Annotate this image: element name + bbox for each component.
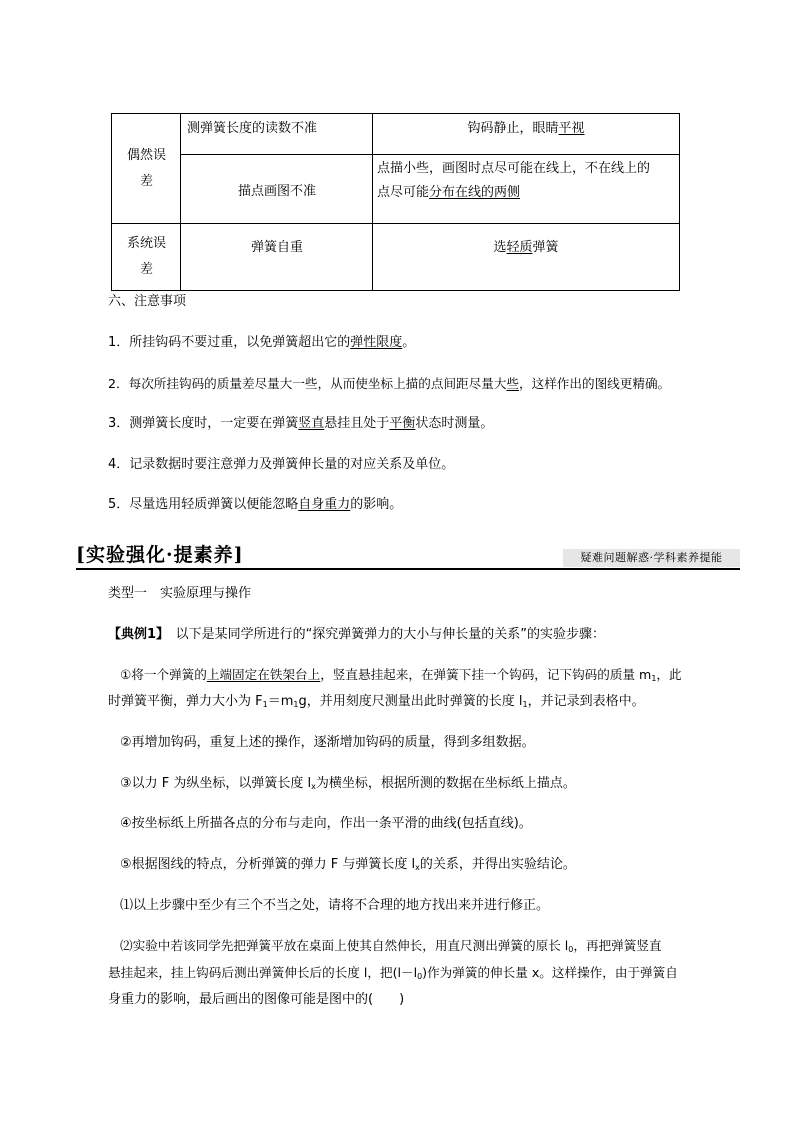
cause-cell xyxy=(180,154,373,224)
cause-text: 测弹簧长度的读数不准 xyxy=(187,121,318,136)
question-2-line-3: 身重力的影响，最后画出的图像可能是图中的( ) xyxy=(108,992,405,1007)
group-label-line: 偶然误 xyxy=(126,148,166,163)
fix-line: 点尽可能分布在线的两侧 xyxy=(377,185,521,200)
question-2-line-2: 悬挂起来，挂上钩码后测出弹簧伸长后的长度 l，把$(l-l_0)$作为弹簧的伸长量 x。这样操作，由于弹簧自 xyxy=(108,965,678,981)
fix-line: 点描小些，画图时点尽可能在线上，不在线上的 xyxy=(377,161,651,176)
step-1-line-2: 时弹簧平衡，弹力大小为 $F_1=m_1g$，并用刻度尺测量出此时弹簧的长度 $l_1$，并记录到表格中。 xyxy=(108,694,645,709)
fix-cell xyxy=(372,154,680,224)
error-table xyxy=(111,113,680,291)
section-tag: 疑难问题解惑·学科素养提能 xyxy=(563,549,740,567)
step-3: ③以力 F 为纵坐标，以弹簧长度 $l_x$为横坐标，根据所测的数据在坐标纸上描点。 xyxy=(120,776,576,791)
question-1: ⑴以上步骤中至少有三个不当之处，请将不合理的地方找出来并进行修正。 xyxy=(120,898,550,913)
step-5: ⑤根据图线的特点，分析弹簧的弹力 F 与弹簧长度 $l_x$的关系，并得出实验结论。 xyxy=(120,857,576,872)
group-label-line: 系统误 xyxy=(126,236,166,251)
cause-text: 弹簧自重 xyxy=(250,240,303,255)
cause-cell xyxy=(180,113,373,155)
group-label-line: 差 xyxy=(139,262,153,277)
example-intro: 【典例1】 以下是某同学所进行的“探究弹簧弹力的大小与伸长量的关系”的实验步骤： xyxy=(108,627,606,642)
section-divider xyxy=(76,568,740,570)
group-cell-accidental xyxy=(111,113,181,224)
cause-cell xyxy=(180,223,373,291)
fix-cell xyxy=(372,113,680,155)
note-item: 3．测弹簧长度时，一定要在弹簧竖直悬挂且处于平衡状态时测量。 xyxy=(108,416,494,431)
note-item: 4．记录数据时要注意弹力及弹簧伸长量的对应关系及单位。 xyxy=(108,457,455,472)
step-1-line-1: ①将一个弹簧的上端固定在铁架台上，竖直悬挂起来，在弹簧下挂一个钩码，记下钩码的质量 $m_1$，此 xyxy=(120,667,682,683)
question-2-line-1: ⑵实验中若该同学先把弹簧平放在桌面上使其自然伸长，用直尺测出弹簧的原长 $l_0$，再把弹簧竖直 xyxy=(120,938,662,954)
type-heading: 类型一 实验原理与操作 xyxy=(108,586,252,601)
group-label-line: 差 xyxy=(139,174,153,189)
group-cell-systematic xyxy=(111,223,181,291)
fix-text: 选轻质弹簧 xyxy=(493,240,559,255)
step-4: ④按坐标纸上所描各点的分布与走向，作出一条平滑的曲线(包括直线)。 xyxy=(120,816,532,831)
note-item: 1．所挂钩码不要过重，以免弹簧超出它的弹性限度。 xyxy=(108,335,416,350)
notes-heading: 六、注意事项 xyxy=(108,294,187,309)
note-item: 2．每次所挂钩码的质量差尽量大一些，从而使坐标上描的点间距尽量大些，这样作出的图线更精确。 xyxy=(108,376,671,391)
note-item: 5．尽量选用轻质弹簧以便能忽略自身重力的影响。 xyxy=(108,497,403,512)
section-title: [实验强化·提素养] xyxy=(76,544,244,566)
cause-text: 描点画图不准 xyxy=(237,184,316,199)
fix-text: 钩码静止，眼睛平视 xyxy=(467,121,585,136)
step-2: ②再增加钩码，重复上述的操作，逐渐增加钩码的质量，得到多组数据。 xyxy=(120,735,535,750)
fix-cell xyxy=(372,223,680,291)
